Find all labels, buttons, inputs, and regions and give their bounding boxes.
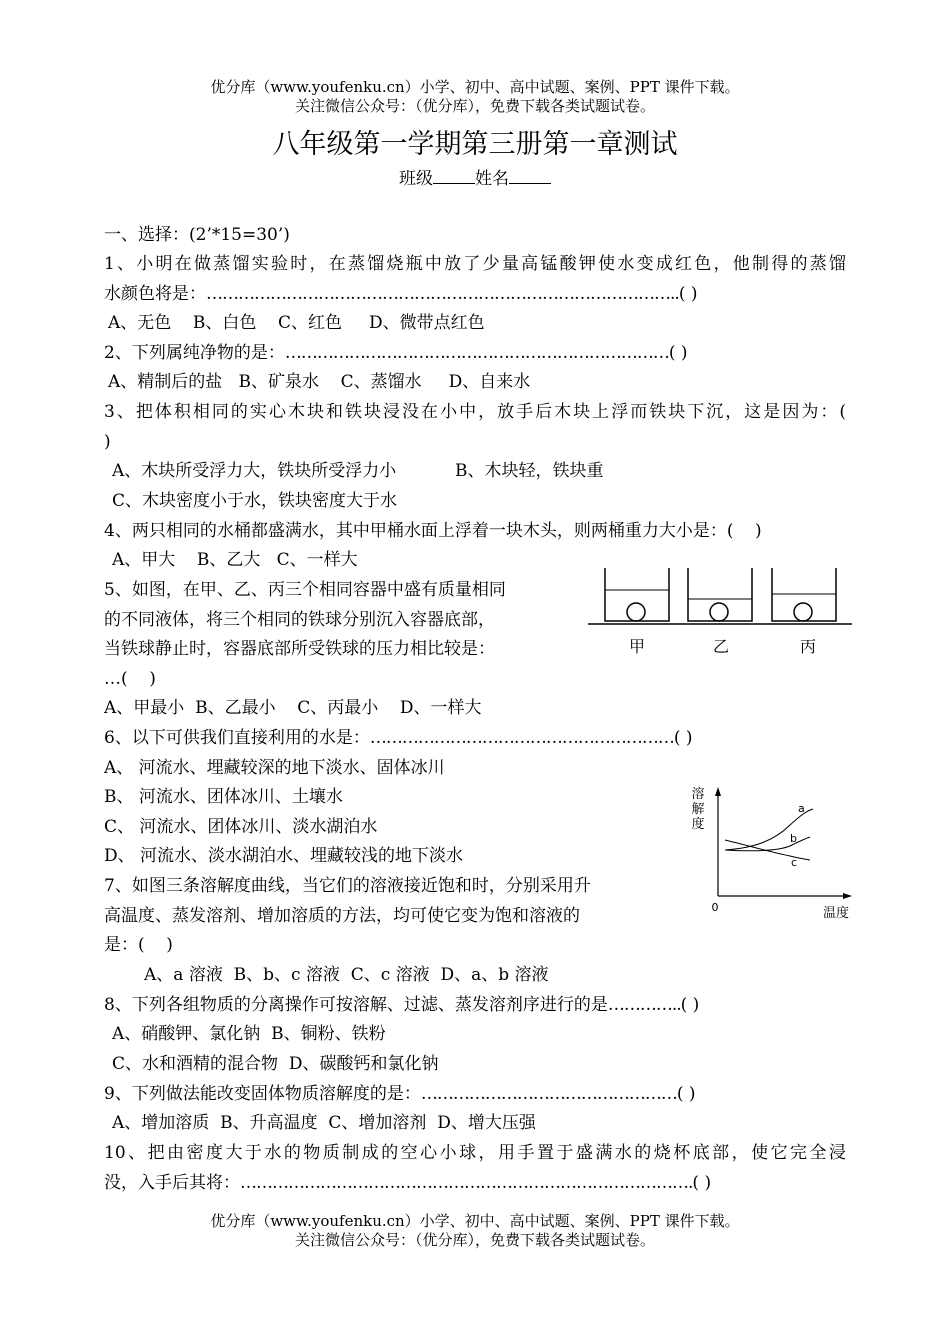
q3-option-b: B、木块轻，铁块重 xyxy=(455,461,604,481)
q8-answer-bracket: ( ) xyxy=(680,995,700,1015)
q5-stem-line4: …( ) xyxy=(104,669,156,689)
q1-stem-line1: 1、小明在做蒸馏实验时，在蒸馏烧瓶中放了少量高锰酸钾使水变成红色，他制得的蒸馏 xyxy=(104,254,846,274)
q9-dots: ………………………………………… xyxy=(420,1084,677,1104)
containers-figure xyxy=(585,563,855,663)
footer-line-1: 优分库（www.youfenku.cn）小学、初中、高中试题、案例、PPT 课件下载。 xyxy=(210,1212,740,1230)
y-axis-arrow xyxy=(715,787,721,796)
q2-options: A、精制后的盐 B、矿泉水 C、蒸馏水 D、自来水 xyxy=(108,372,531,392)
curve-label-b: b xyxy=(790,832,797,845)
q3-option-c: C、木块密度小于水，铁块密度大于水 xyxy=(112,491,398,511)
q4-options: A、甲大 B、乙大 C、一样大 xyxy=(112,550,358,570)
q10-stem-text: 没，入手后其将： xyxy=(104,1173,240,1193)
q1-options: A、无色 B、白色 C、红色 D、微带点红色 xyxy=(108,313,485,333)
q1-stem-line2 xyxy=(104,283,697,305)
iron-ball-bing xyxy=(794,603,812,621)
curve-label-a: a xyxy=(798,802,805,815)
header-line-2: 关注微信公众号：（优分库），免费下载各类试题试卷。 xyxy=(294,97,655,115)
class-name-line xyxy=(0,166,950,190)
q6-stem-text: 6、以下可供我们直接利用的水是： xyxy=(104,728,370,748)
q5-stem-line3: 当铁球静止时，容器底部所受铁球的压力相比较是： xyxy=(104,639,495,659)
iron-ball-yi xyxy=(710,603,728,621)
q4-stem: 4、两只相同的水桶都盛满水，其中甲桶水面上浮着一块木头，则两桶重力大小是：( ) xyxy=(104,521,762,541)
name-label: 姓名 xyxy=(475,169,509,189)
q3-stem-line1: 3、把体积相同的实心木块和铁块浸没在小中，放手后木块上浮而铁块下沉，这是因为：( xyxy=(104,402,846,422)
q10-answer-bracket: ( ) xyxy=(692,1173,712,1193)
q6-option-d: D、 河流水、淡水湖泊水、埋藏较浅的地下淡水 xyxy=(104,846,464,866)
q3-stem-line2: ) xyxy=(104,432,111,452)
q7-options: A、a 溶液 B、b、c 溶液 C、c 溶液 D、a、b 溶液 xyxy=(144,965,549,985)
container-yi xyxy=(688,568,752,621)
q9-stem-text: 9、下列做法能改变固体物质溶解度的是： xyxy=(104,1084,421,1104)
container-jia xyxy=(605,568,669,621)
q2-answer-bracket: ( ) xyxy=(668,343,688,363)
q5-options: A、甲最小 B、乙最小 C、丙最小 D、一样大 xyxy=(104,698,482,718)
q2-stem xyxy=(104,342,688,364)
q8-options-2: C、水和酒精的混合物 D、碳酸钙和氯化钠 xyxy=(112,1054,439,1074)
q10-stem-line1: 10、把由密度大于水的物质制成的空心小球，用手置于盛满水的烧杯底部，使它完全浸 xyxy=(104,1143,846,1163)
chart-xlabel: 温度 xyxy=(822,906,850,921)
q8-stem-text: 8、下列各组物质的分离操作可按溶解、过滤、蒸发溶剂序进行的是 xyxy=(104,995,608,1015)
q2-dots: ……………………………………………………………… xyxy=(284,343,669,363)
q8-stem xyxy=(104,994,699,1016)
q6-option-c: C、 河流水、团体冰川、淡水湖泊水 xyxy=(104,817,378,837)
q2-stem-text: 2、下列属纯净物的是： xyxy=(104,343,285,363)
q6-answer-bracket: ( ) xyxy=(673,728,693,748)
curve-label-c: c xyxy=(791,856,798,869)
header-line-1: 优分库（www.youfenku.cn）小学、初中、高中试题、案例、PPT 课件下载。 xyxy=(210,78,740,96)
q5-stem-line1: 5、如图，在甲、乙、丙三个相同容器中盛有质量相同 xyxy=(104,580,506,600)
footer-line-2: 关注微信公众号：（优分库），免费下载各类试题试卷。 xyxy=(294,1231,655,1249)
q1-stem-text: 水颜色将是： xyxy=(104,284,206,304)
q6-dots: ………………………………………………… xyxy=(369,728,674,748)
label-yi: 乙 xyxy=(712,637,730,656)
chart-ylabel: 溶解度 xyxy=(691,787,705,832)
label-jia: 甲 xyxy=(628,637,646,656)
q5-stem-line2: 的不同液体，将三个相同的铁球分别沉入容器底部， xyxy=(104,610,495,630)
section-heading: 一、选择：(2’*15=30’) xyxy=(104,225,290,245)
class-label: 班级 xyxy=(399,169,433,189)
q8-dots: ………….. xyxy=(607,995,681,1015)
q7-stem-line1: 7、如图三条溶解度曲线，当它们的溶液接近饱和时，分别采用升 xyxy=(104,876,591,896)
class-blank xyxy=(433,166,475,184)
label-bing: 丙 xyxy=(799,637,817,656)
q1-answer-bracket: ( ) xyxy=(678,284,698,304)
iron-ball-jia xyxy=(627,603,645,621)
chart-origin: 0 xyxy=(711,901,719,914)
q1-dots: …………………………………………………………………………….. xyxy=(206,284,679,304)
q6-option-a: A、 河流水、埋藏较深的地下淡水、固体冰川 xyxy=(104,758,445,778)
q7-stem-line2: 高温度、蒸发溶剂、增加溶质的方法，均可使它变为饱和溶液的 xyxy=(104,906,580,926)
curve-a xyxy=(725,809,813,850)
name-blank xyxy=(509,166,551,184)
q6-option-b: B、 河流水、团体冰川、土壤水 xyxy=(104,787,343,807)
q9-answer-bracket: ( ) xyxy=(676,1084,696,1104)
q3-option-a: A、木块所受浮力大，铁块所受浮力小 xyxy=(112,461,397,481)
q8-options-1: A、硝酸钾、氯化钠 B、铜粉、铁粉 xyxy=(112,1024,386,1044)
q6-stem xyxy=(104,727,693,749)
q7-stem-line3: 是：( ) xyxy=(104,935,173,955)
q10-stem-line2 xyxy=(104,1172,711,1194)
x-axis-arrow xyxy=(843,893,852,899)
page-title: 八年级第一学期第三册第一章测试 xyxy=(272,129,678,160)
solubility-chart xyxy=(680,780,860,925)
q10-dots: …………………………………………………………………………. xyxy=(240,1173,693,1193)
q9-options: A、增加溶质 B、升高温度 C、增加溶剂 D、增大压强 xyxy=(112,1113,536,1133)
q9-stem xyxy=(104,1083,696,1105)
